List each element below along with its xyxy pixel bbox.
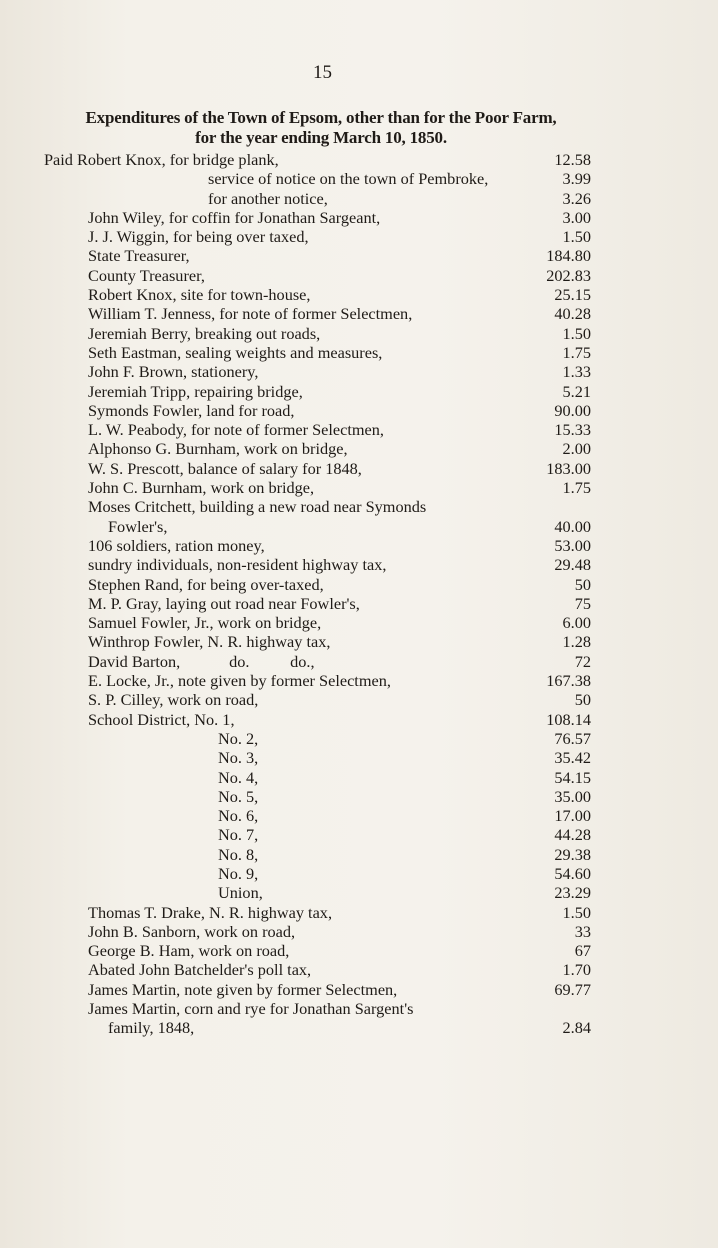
- expenditure-row: [0, 266, 718, 285]
- expenditure-row: [0, 536, 718, 555]
- expenditure-amount: 2.00: [562, 439, 591, 459]
- expenditure-row: [0, 478, 718, 497]
- expenditure-row: [0, 304, 718, 323]
- page-heading: [40, 108, 602, 148]
- expenditure-description: Jeremiah Tripp, repairing bridge,: [88, 381, 303, 401]
- expenditure-description: E. Locke, Jr., note given by former Selectmen,: [88, 671, 391, 691]
- expenditure-row: [0, 632, 718, 651]
- expenditure-description: Moses Critchett, building a new road near Symonds: [88, 497, 427, 517]
- expenditure-row: [0, 420, 718, 439]
- expenditure-description: No. 6,: [218, 806, 259, 826]
- expenditure-amount: 1.50: [562, 323, 591, 343]
- expenditure-amount: 17.00: [554, 806, 591, 826]
- expenditure-amount: 1.33: [562, 362, 591, 382]
- heading-line-2: for the year ending March 10, 1850.: [195, 128, 447, 147]
- expenditure-amount: 1.70: [562, 960, 591, 980]
- expenditure-amount: 44.28: [554, 825, 591, 845]
- expenditure-row: [0, 845, 718, 864]
- expenditure-row: [0, 787, 718, 806]
- expenditure-row: [0, 903, 718, 922]
- expenditure-amount: 54.60: [554, 863, 591, 883]
- expenditure-row: [0, 960, 718, 979]
- expenditure-row: [0, 517, 718, 536]
- expenditure-row: [0, 285, 718, 304]
- expenditure-description: No. 3,: [218, 748, 259, 768]
- expenditure-description: Seth Eastman, sealing weights and measures,: [88, 342, 383, 362]
- expenditure-row: [0, 768, 718, 787]
- expenditure-description: Stephen Rand, for being over-taxed,: [88, 574, 324, 594]
- expenditure-amount: 75: [574, 593, 591, 613]
- expenditure-row: [0, 748, 718, 767]
- expenditure-row: [0, 497, 718, 516]
- expenditure-description: John F. Brown, stationery,: [88, 362, 259, 382]
- expenditure-description: Abated John Batchelder's poll tax,: [88, 960, 312, 980]
- expenditure-amount: 50: [574, 690, 591, 710]
- expenditure-list: [0, 150, 718, 1038]
- expenditure-amount: 23.29: [554, 883, 591, 903]
- expenditure-amount: 167.38: [546, 671, 591, 691]
- expenditure-amount: 35.42: [554, 748, 591, 768]
- expenditure-amount: 3.26: [562, 188, 591, 208]
- expenditure-row: [0, 864, 718, 883]
- expenditure-row: [0, 439, 718, 458]
- expenditure-row: [0, 883, 718, 902]
- expenditure-description: M. P. Gray, laying out road near Fowler's,: [88, 593, 360, 613]
- expenditure-description: family, 1848,: [108, 1018, 195, 1038]
- expenditure-description: No. 9,: [218, 863, 259, 883]
- expenditure-row: [0, 401, 718, 420]
- expenditure-amount: 29.38: [554, 844, 591, 864]
- expenditure-description: George B. Ham, work on road,: [88, 941, 290, 961]
- expenditure-row: [0, 575, 718, 594]
- expenditure-amount: 15.33: [554, 420, 591, 440]
- expenditure-amount: 69.77: [554, 979, 591, 999]
- expenditure-description: sundry individuals, non-resident highway tax,: [88, 555, 387, 575]
- expenditure-amount: 72: [574, 651, 591, 671]
- expenditure-description: Jeremiah Berry, breaking out roads,: [88, 323, 321, 343]
- expenditure-description: Thomas T. Drake, N. R. highway tax,: [88, 902, 333, 922]
- expenditure-amount: 25.15: [554, 285, 591, 305]
- expenditure-row: [0, 806, 718, 825]
- expenditure-description: No. 2,: [218, 728, 259, 748]
- expenditure-row: [0, 922, 718, 941]
- expenditure-description: service of notice on the town of Pembroke,: [208, 169, 489, 189]
- expenditure-description: James Martin, note given by former Selectmen,: [88, 979, 398, 999]
- expenditure-description: S. P. Cilley, work on road,: [88, 690, 259, 710]
- expenditure-amount: 50: [574, 574, 591, 594]
- expenditure-description: No. 5,: [218, 786, 259, 806]
- expenditure-row: [0, 169, 718, 188]
- expenditure-description: No. 7,: [218, 825, 259, 845]
- expenditure-description: 106 soldiers, ration money,: [88, 535, 265, 555]
- expenditure-description: William T. Jenness, for note of former Selectmen,: [88, 304, 413, 324]
- expenditure-row: [0, 729, 718, 748]
- expenditure-description: John Wiley, for coffin for Jonathan Sargeant,: [88, 207, 381, 227]
- expenditure-description: Symonds Fowler, land for road,: [88, 400, 295, 420]
- expenditure-amount: 3.00: [562, 207, 591, 227]
- expenditure-row: [0, 324, 718, 343]
- expenditure-row: [0, 652, 718, 671]
- expenditure-amount: 183.00: [546, 458, 591, 478]
- expenditure-description: J. J. Wiggin, for being over taxed,: [88, 227, 309, 247]
- expenditure-amount: 76.57: [554, 728, 591, 748]
- expenditure-description: No. 4,: [218, 767, 259, 787]
- expenditure-amount: 35.00: [554, 786, 591, 806]
- expenditure-row: [0, 594, 718, 613]
- heading-line-1: Expenditures of the Town of Epsom, other than for the Poor Farm,: [85, 108, 557, 127]
- expenditure-description: Fowler's,: [108, 516, 168, 536]
- expenditure-description: No. 8,: [218, 844, 259, 864]
- expenditure-description: for another notice,: [208, 188, 328, 208]
- expenditure-row: [0, 459, 718, 478]
- expenditure-amount: 184.80: [546, 246, 591, 266]
- expenditure-description: Alphonso G. Burnham, work on bridge,: [88, 439, 348, 459]
- expenditure-amount: 53.00: [554, 535, 591, 555]
- expenditure-row: [0, 343, 718, 362]
- expenditure-amount: 67: [574, 941, 591, 961]
- expenditure-amount: 202.83: [546, 265, 591, 285]
- expenditure-row: [0, 208, 718, 227]
- expenditure-row: [0, 150, 718, 169]
- expenditure-description: Samuel Fowler, Jr., work on bridge,: [88, 613, 322, 633]
- expenditure-row: [0, 382, 718, 401]
- expenditure-amount: 40.00: [554, 516, 591, 536]
- expenditure-row: [0, 710, 718, 729]
- expenditure-amount: 1.50: [562, 227, 591, 247]
- expenditure-row: [0, 980, 718, 999]
- expenditure-amount: 1.28: [562, 632, 591, 652]
- expenditure-description: John B. Sanborn, work on road,: [88, 921, 296, 941]
- expenditure-description: W. S. Prescott, balance of salary for 1848,: [88, 458, 362, 478]
- expenditure-description: Robert Knox, site for town-house,: [88, 285, 311, 305]
- expenditure-description: Winthrop Fowler, N. R. highway tax,: [88, 632, 331, 652]
- expenditure-amount: 3.99: [562, 169, 591, 189]
- expenditure-description: Union,: [218, 883, 263, 903]
- expenditure-description: Paid Robert Knox, for bridge plank,: [44, 150, 279, 169]
- expenditure-description: State Treasurer,: [88, 246, 190, 266]
- expenditure-amount: 29.48: [554, 555, 591, 575]
- expenditure-row: [0, 189, 718, 208]
- expenditure-amount: 90.00: [554, 400, 591, 420]
- expenditure-description: County Treasurer,: [88, 265, 205, 285]
- expenditure-amount: 2.84: [562, 1018, 591, 1038]
- expenditure-row: [0, 362, 718, 381]
- expenditure-amount: 12.58: [554, 150, 591, 169]
- expenditure-amount: 1.75: [562, 342, 591, 362]
- expenditure-description: John C. Burnham, work on bridge,: [88, 478, 315, 498]
- expenditure-row: [0, 941, 718, 960]
- expenditure-row: [0, 690, 718, 709]
- expenditure-description: James Martin, corn and rye for Jonathan Sargent's: [88, 999, 414, 1019]
- expenditure-amount: 54.15: [554, 767, 591, 787]
- expenditure-row: [0, 246, 718, 265]
- expenditure-row: [0, 613, 718, 632]
- page-number: 15: [313, 62, 332, 83]
- expenditure-amount: 40.28: [554, 304, 591, 324]
- expenditure-amount: 6.00: [562, 613, 591, 633]
- expenditure-row: [0, 1018, 718, 1037]
- expenditure-amount: 1.50: [562, 902, 591, 922]
- expenditure-row: [0, 555, 718, 574]
- expenditure-amount: 33: [574, 921, 591, 941]
- expenditure-description: L. W. Peabody, for note of former Selectmen,: [88, 420, 384, 440]
- expenditure-description: School District, No. 1,: [88, 709, 235, 729]
- expenditure-row: [0, 999, 718, 1018]
- expenditure-row: [0, 825, 718, 844]
- expenditure-amount: 1.75: [562, 478, 591, 498]
- expenditure-amount: 108.14: [546, 709, 591, 729]
- expenditure-row: [0, 671, 718, 690]
- expenditure-row: [0, 227, 718, 246]
- expenditure-amount: 5.21: [562, 381, 591, 401]
- expenditure-description: David Barton, do. do.,: [88, 651, 315, 671]
